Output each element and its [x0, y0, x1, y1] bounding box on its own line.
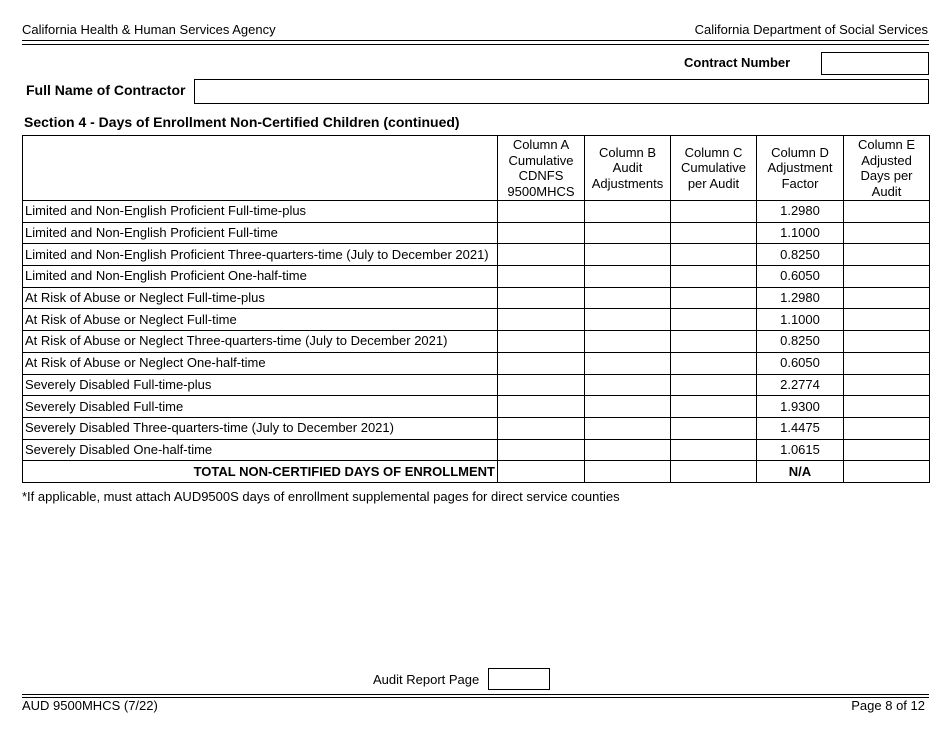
- column-e-cell[interactable]: [844, 244, 930, 266]
- column-c-cell[interactable]: [671, 222, 757, 244]
- contractor-name-label: Full Name of Contractor: [26, 82, 186, 98]
- row-label: At Risk of Abuse or Neglect Full-time: [23, 309, 498, 331]
- table-row: [23, 396, 930, 418]
- column-c-cell[interactable]: [671, 417, 757, 439]
- column-e-cell[interactable]: [844, 222, 930, 244]
- column-a-cell[interactable]: [498, 244, 585, 266]
- adjustment-factor-cell: 1.2980: [757, 287, 844, 309]
- column-a-cell[interactable]: [498, 266, 585, 288]
- row-label: At Risk of Abuse or Neglect Full-time-plus: [23, 287, 498, 309]
- table-row: [23, 331, 930, 353]
- agency-name: California Health & Human Services Agency: [22, 22, 276, 37]
- total-column-a-cell[interactable]: [498, 461, 585, 483]
- column-a-header: Column A Cumulative CDNFS 9500MHCS: [498, 136, 585, 201]
- total-column-e-cell[interactable]: [844, 461, 930, 483]
- adjustment-factor-cell: 0.6050: [757, 266, 844, 288]
- column-b-cell[interactable]: [585, 352, 671, 374]
- table-row: [23, 439, 930, 461]
- audit-report-page-label: Audit Report Page: [373, 672, 480, 687]
- column-b-cell[interactable]: [585, 266, 671, 288]
- column-e-cell[interactable]: [844, 266, 930, 288]
- department-name: California Department of Social Services: [694, 22, 928, 37]
- column-a-cell[interactable]: [498, 287, 585, 309]
- section-title: Section 4 - Days of Enrollment Non-Certified Children (continued): [24, 114, 460, 130]
- column-e-cell[interactable]: [844, 287, 930, 309]
- column-b-cell[interactable]: [585, 309, 671, 331]
- column-b-cell[interactable]: [585, 374, 671, 396]
- contract-number-label: Contract Number: [684, 55, 791, 70]
- page-number: Page 8 of 12: [851, 698, 925, 713]
- column-c-header: Column C Cumulative per Audit: [671, 136, 757, 201]
- header-rule-secondary: [22, 44, 929, 45]
- column-e-cell[interactable]: [844, 309, 930, 331]
- adjustment-factor-cell: 1.2980: [757, 201, 844, 223]
- row-label: Severely Disabled Three-quarters-time (July to December 2021): [23, 417, 498, 439]
- column-b-header: Column B Audit Adjustments: [585, 136, 671, 201]
- table-row: [23, 222, 930, 244]
- column-e-cell[interactable]: [844, 417, 930, 439]
- adjustment-factor-cell: 1.9300: [757, 396, 844, 418]
- column-d-header: Column D Adjustment Factor: [757, 136, 844, 201]
- adjustment-factor-cell: 1.1000: [757, 222, 844, 244]
- column-c-cell[interactable]: [671, 244, 757, 266]
- column-a-cell[interactable]: [498, 352, 585, 374]
- row-label: Limited and Non-English Proficient One-half-time: [23, 266, 498, 288]
- footer-rule-secondary: [22, 697, 929, 698]
- footnote: *If applicable, must attach AUD9500S days of enrollment supplemental pages for direct service counties: [22, 489, 620, 504]
- row-label-header: [23, 136, 498, 201]
- adjustment-factor-cell: 2.2774: [757, 374, 844, 396]
- row-label: Limited and Non-English Proficient Full-time-plus: [23, 201, 498, 223]
- adjustment-factor-cell: 0.6050: [757, 352, 844, 374]
- total-column-b-cell[interactable]: [585, 461, 671, 483]
- form-id: AUD 9500MHCS (7/22): [22, 698, 158, 713]
- row-label: At Risk of Abuse or Neglect Three-quarters-time (July to December 2021): [23, 331, 498, 353]
- row-label: Severely Disabled Full-time: [23, 396, 498, 418]
- column-c-cell[interactable]: [671, 396, 757, 418]
- column-c-cell[interactable]: [671, 374, 757, 396]
- column-e-cell[interactable]: [844, 331, 930, 353]
- table-row: [23, 201, 930, 223]
- column-c-cell[interactable]: [671, 309, 757, 331]
- column-a-cell[interactable]: [498, 396, 585, 418]
- adjustment-factor-cell: 0.8250: [757, 331, 844, 353]
- row-label: Severely Disabled Full-time-plus: [23, 374, 498, 396]
- column-b-cell[interactable]: [585, 222, 671, 244]
- column-a-cell[interactable]: [498, 417, 585, 439]
- column-e-cell[interactable]: [844, 201, 930, 223]
- column-a-cell[interactable]: [498, 331, 585, 353]
- column-c-cell[interactable]: [671, 352, 757, 374]
- total-column-c-cell[interactable]: [671, 461, 757, 483]
- column-c-cell[interactable]: [671, 439, 757, 461]
- table-header-row: [23, 136, 930, 201]
- column-c-cell[interactable]: [671, 331, 757, 353]
- footer-rule: [22, 694, 929, 695]
- column-b-cell[interactable]: [585, 331, 671, 353]
- total-row: [23, 461, 930, 483]
- column-a-cell[interactable]: [498, 309, 585, 331]
- column-e-header: Column E Adjusted Days per Audit: [844, 136, 930, 201]
- column-a-cell[interactable]: [498, 374, 585, 396]
- table-row: [23, 417, 930, 439]
- row-label: At Risk of Abuse or Neglect One-half-time: [23, 352, 498, 374]
- adjustment-factor-cell: 1.0615: [757, 439, 844, 461]
- enrollment-table: [22, 135, 930, 483]
- column-b-cell[interactable]: [585, 201, 671, 223]
- adjustment-factor-cell: 1.4475: [757, 417, 844, 439]
- column-c-cell[interactable]: [671, 287, 757, 309]
- contractor-name-field[interactable]: [194, 79, 929, 104]
- adjustment-factor-cell: 0.8250: [757, 244, 844, 266]
- audit-report-page-field[interactable]: [488, 668, 550, 690]
- table-row: [23, 287, 930, 309]
- table-row: [23, 244, 930, 266]
- column-b-cell[interactable]: [585, 439, 671, 461]
- column-e-cell[interactable]: [844, 396, 930, 418]
- column-b-cell[interactable]: [585, 244, 671, 266]
- row-label: Limited and Non-English Proficient Full-time: [23, 222, 498, 244]
- column-a-cell[interactable]: [498, 201, 585, 223]
- column-b-cell[interactable]: [585, 396, 671, 418]
- column-c-cell[interactable]: [671, 266, 757, 288]
- column-a-cell[interactable]: [498, 222, 585, 244]
- column-e-cell[interactable]: [844, 374, 930, 396]
- column-b-cell[interactable]: [585, 287, 671, 309]
- adjustment-factor-cell: 1.1000: [757, 309, 844, 331]
- column-e-cell[interactable]: [844, 352, 930, 374]
- table-row: [23, 374, 930, 396]
- table-row: [23, 309, 930, 331]
- table-row: [23, 266, 930, 288]
- column-b-cell[interactable]: [585, 417, 671, 439]
- column-c-cell[interactable]: [671, 201, 757, 223]
- header-rule: [22, 40, 929, 41]
- row-label: Limited and Non-English Proficient Three-quarters-time (July to December 2021): [23, 244, 498, 266]
- column-e-cell[interactable]: [844, 439, 930, 461]
- row-label: Severely Disabled One-half-time: [23, 439, 498, 461]
- contract-number-field[interactable]: [821, 52, 929, 75]
- total-label: TOTAL NON-CERTIFIED DAYS OF ENROLLMENT: [23, 461, 498, 483]
- table-row: [23, 352, 930, 374]
- total-factor-cell: N/A: [757, 461, 844, 483]
- column-a-cell[interactable]: [498, 439, 585, 461]
